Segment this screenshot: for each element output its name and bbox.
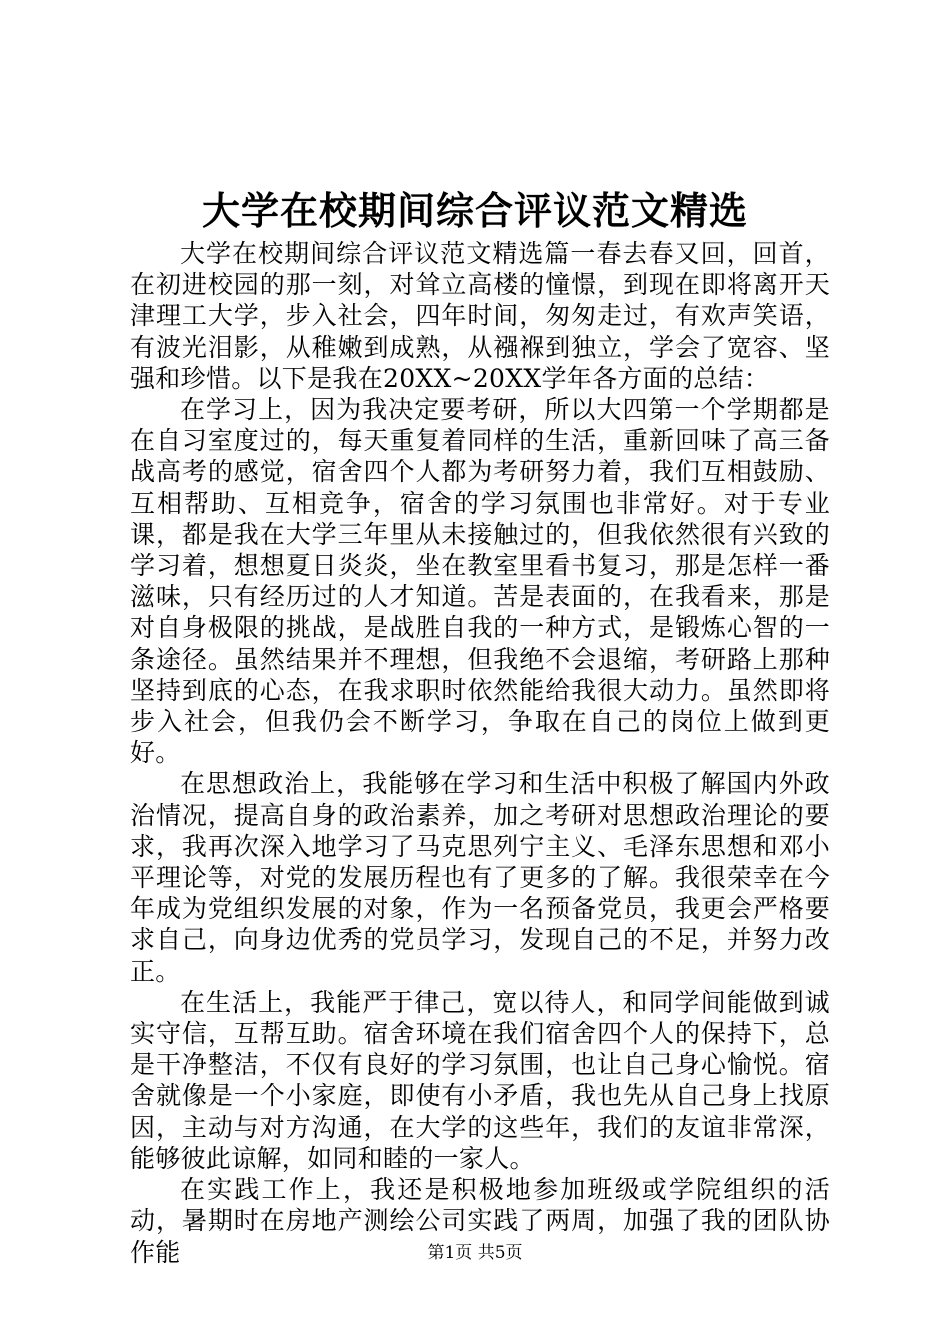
paragraph-practice: 在实践工作上，我还是积极地参加班级或学院组织的活动，暑期时在房地产测绘公司实践了两周，加强了我的团队协作能 — [130, 1175, 830, 1267]
document-title: 大学在校期间综合评议范文精选 — [201, 188, 748, 233]
document-body — [130, 238, 830, 1268]
paragraph-intro: 大学在校期间综合评议范文精选篇一春去春又回，回首，在初进校园的那一刻，对耸立高楼的憧憬，到现在即将离开天津理工大学，步入社会，四年时间，匆匆走过，有欢声笑语，有波光泪影，从稚嫩到成熟，从襁褓到独立，学会了宽容、坚强和珍惜。以下是我在20XX~20XX学年各方面的总结： — [130, 239, 830, 393]
paragraph-study: 在学习上，因为我决定要考研，所以大四第一个学期都是在自习室度过的，每天重复着同样的生活，重新回味了高三备战高考的感觉，宿舍四个人都为考研努力着，我们互相鼓励、互相帮助、互相竞争，宿舍的学习氛围也非常好。对于专业课，都是我在大学三年里从未接触过的，但我依然很有兴致的学习着，想想夏日炎炎，坐在教室里看书复习，那是怎样一番滋味，只有经历过的人才知道。苦是表面的，在我看来，那是对自身极限的挑战，是战胜自我的一种方式，是锻炼心智的一条途径。虽然结果并不理想，但我绝不会退缩，考研路上那种坚持到底的心态，在我求职时依然能给我很大动力。虽然即将步入社会，但我仍会不断学习，争取在自己的岗位上做到更好。 — [130, 395, 830, 768]
page-number-footer: 第1页 共5页 — [427, 1243, 523, 1263]
paragraph-politics: 在思想政治上，我能够在学习和生活中积极了解国内外政治情况，提高自身的政治素养，加之考研对思想政治理论的要求，我再次深入地学习了马克思列宁主义、毛泽东思想和邓小平理论等，对党的发展历程也有了更多的了解。我很荣幸在今年成为党组织发展的对象，作为一名预备党员，我更会严格要求自己，向身边优秀的党员学习，发现自己的不足，并努力改正。 — [130, 769, 830, 986]
paragraph-life: 在生活上，我能严于律己，宽以待人，和同学间能做到诚实守信，互帮互助。宿舍环境在我们宿舍四个人的保持下，总是干净整洁，不仅有良好的学习氛围，也让自己身心愉悦。宿舍就像是一个小家庭，即使有小矛盾，我也先从自己身上找原因，主动与对方沟通，在大学的这些年，我们的友谊非常深，能够彼此谅解，如同和睦的一家人。 — [130, 987, 830, 1173]
